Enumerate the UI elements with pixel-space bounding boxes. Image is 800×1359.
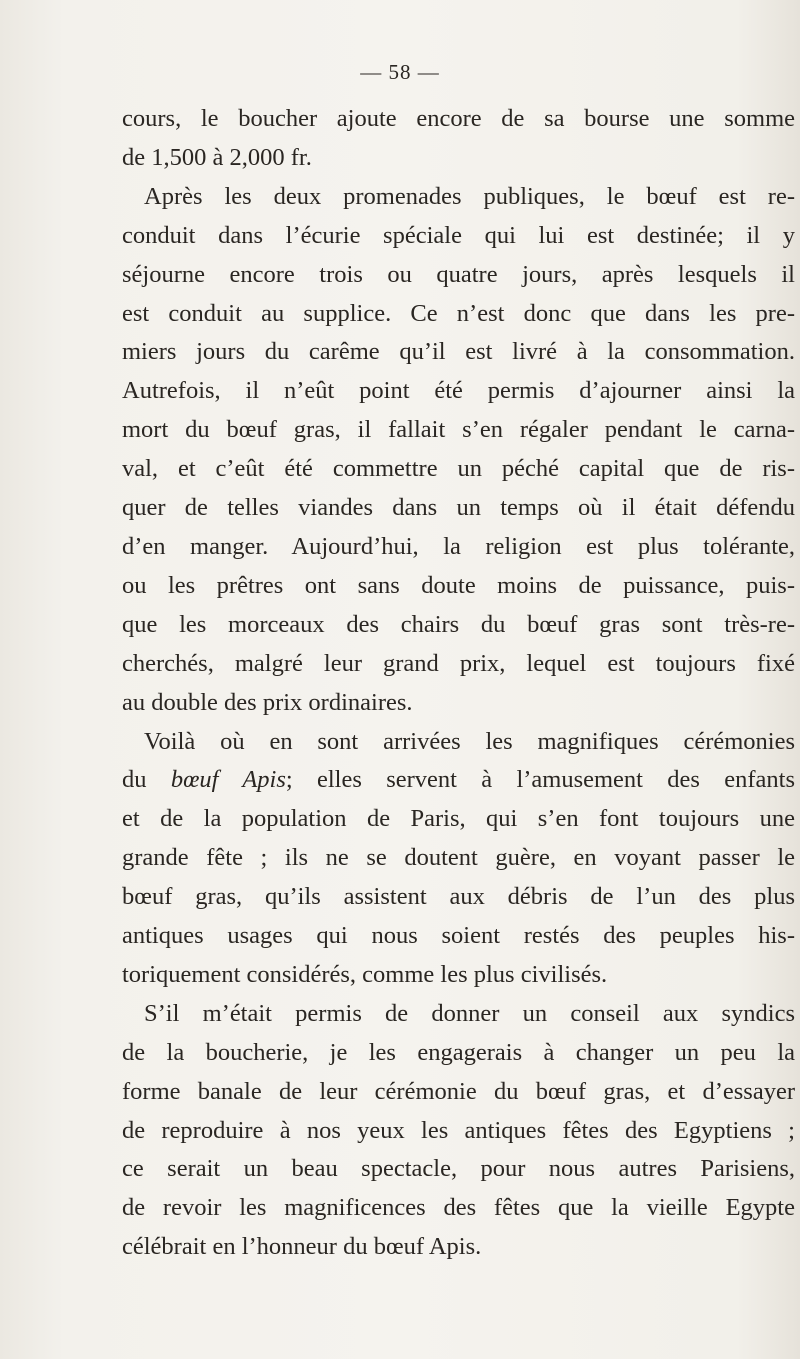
text-line: de reproduire à nos yeux les antiques fêtes des Egyptiens ; xyxy=(122,1116,795,1144)
text-line: séjourne encore trois ou quatre jours, après lesquels il xyxy=(122,260,795,288)
text-line: S’il m’était permis de donner un conseil aux syndics xyxy=(144,999,795,1027)
text-line: est conduit au supplice. Ce n’est donc que dans les pre- xyxy=(122,299,795,327)
text-line xyxy=(122,761,795,800)
text-line: Après les deux promenades publiques, le bœuf est re- xyxy=(144,182,795,210)
text-line: célébrait en l’honneur du bœuf Apis. xyxy=(122,1233,482,1261)
text-line: de 1,500 à 2,000 fr. xyxy=(122,143,312,171)
italic-title: bœuf Apis xyxy=(170,766,286,794)
text-line: de la boucherie, je les engagerais à changer un peu la xyxy=(122,1038,795,1066)
text-line: cherchés, malgré leur grand prix, lequel est toujours fixé xyxy=(122,649,795,677)
text-line: Autrefois, il n’eût point été permis d’ajourner ainsi la xyxy=(122,377,795,405)
text-line: ce serait un beau spectacle, pour nous autres Parisiens, xyxy=(122,1155,795,1183)
text-line: quer de telles viandes dans un temps où il était défendu xyxy=(122,494,795,522)
text-line: toriquement considérés, comme les plus civilisés. xyxy=(122,960,608,988)
text-line: au double des prix ordinaires. xyxy=(122,688,413,716)
text-line: que les morceaux des chairs du bœuf gras sont très-re- xyxy=(122,610,795,638)
text-line: et de la population de Paris, qui s’en font toujours une xyxy=(122,805,795,833)
text-line-part: ; elles servent à l’amusement des enfants xyxy=(285,766,795,794)
text-line: miers jours du carême qu’il est livré à la consommation. xyxy=(122,338,795,366)
text-line: cours, le boucher ajoute encore de sa bourse une somme xyxy=(122,105,795,132)
text-line: mort du bœuf gras, il fallait s’en régaler pendant le carna- xyxy=(122,416,795,444)
text-line: antiques usages qui nous soient restés des peuples his- xyxy=(122,922,795,950)
page-number: — 58 — xyxy=(360,60,440,84)
text-line: ou les prêtres ont sans doute moins de puissance, puis- xyxy=(122,571,795,599)
text-line: Voilà où en sont arrivées les magnifiques cérémonies xyxy=(144,727,795,755)
text-line: bœuf gras, qu’ils assistent aux débris de l’un des plus xyxy=(122,883,795,911)
text-line: de revoir les magnificences des fêtes que la vieille Egypte xyxy=(122,1194,795,1222)
text-line: conduit dans l’écurie spéciale qui lui est destinée; il y xyxy=(122,221,795,249)
text-line: val, et c’eût été commettre un péché capital que de ris- xyxy=(122,455,795,483)
text-line-part: du xyxy=(122,766,171,794)
text-line: grande fête ; ils ne se doutent guère, en voyant passer le xyxy=(122,844,795,872)
text-line: d’en manger. Aujourd’hui, la religion est plus tolérante, xyxy=(122,532,795,560)
body-text xyxy=(122,100,800,1267)
text-line: forme banale de leur cérémonie du bœuf gras, et d’essayer xyxy=(122,1077,795,1105)
